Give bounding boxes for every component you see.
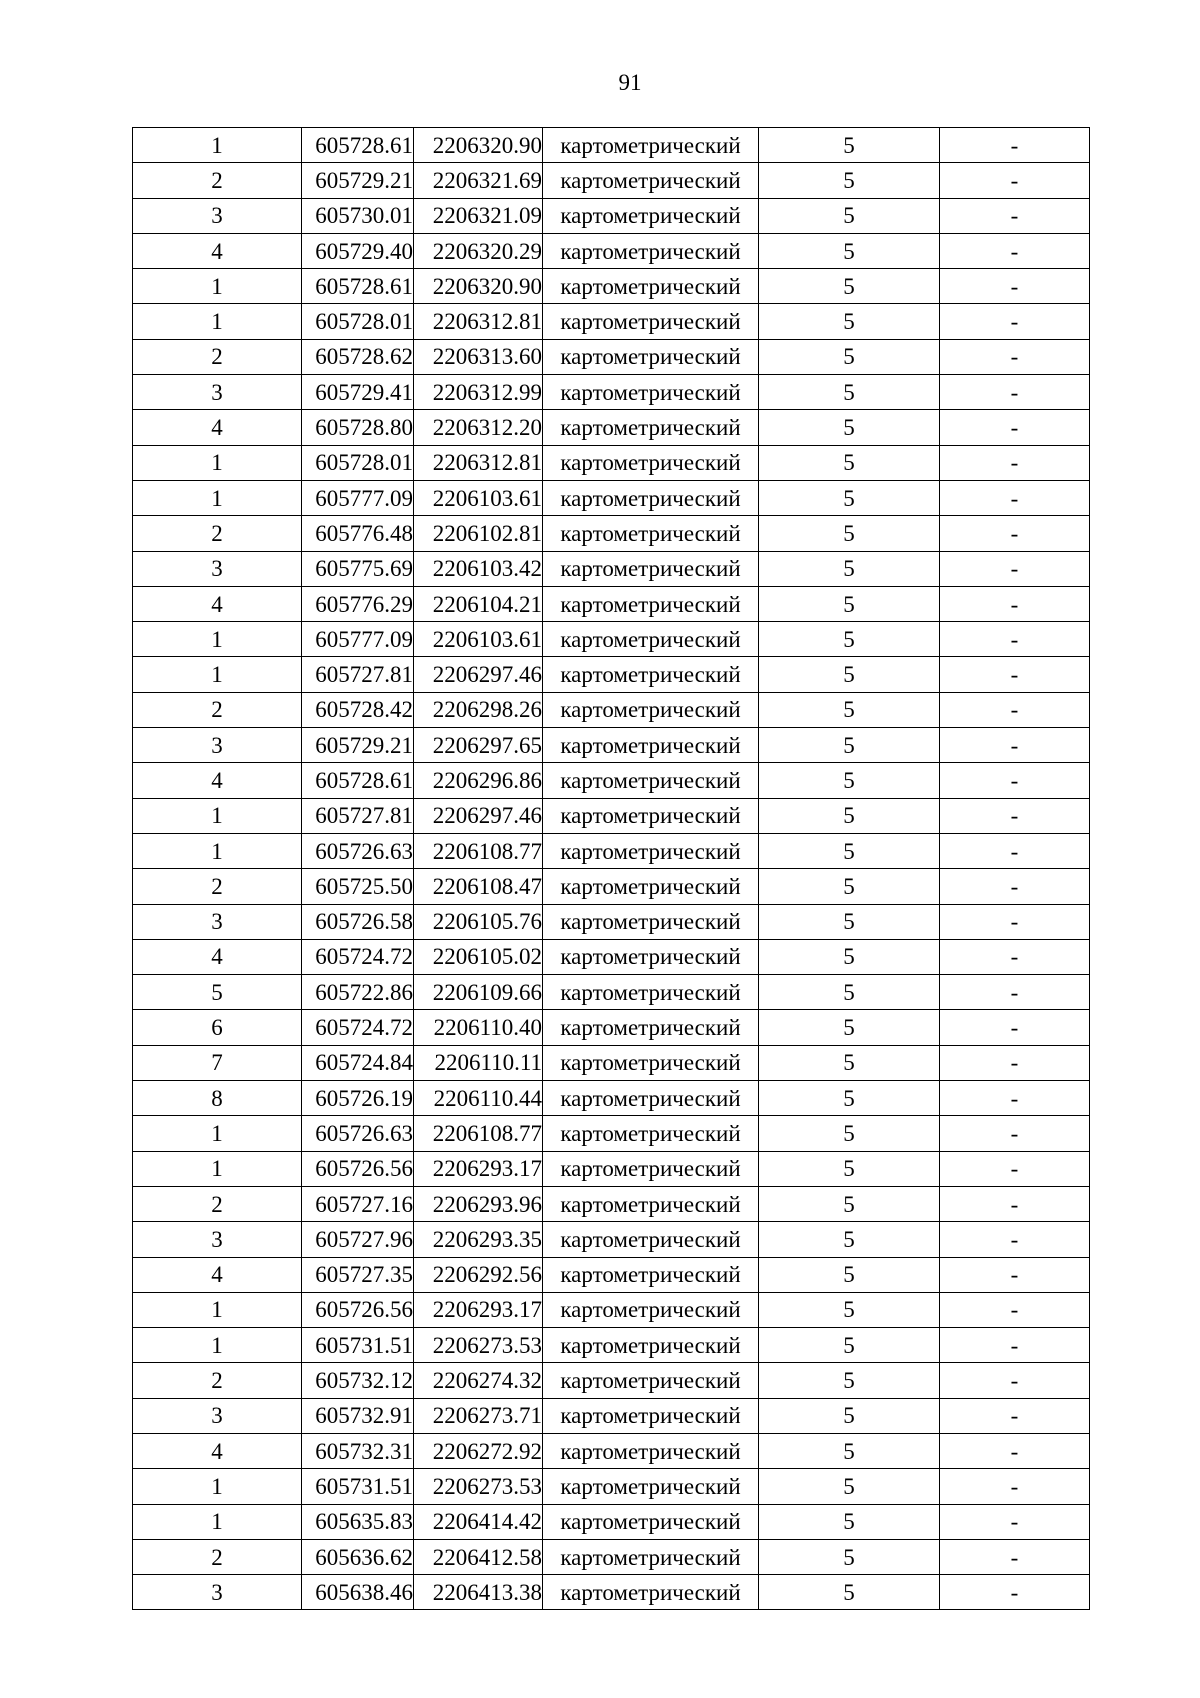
table-row — [133, 1469, 1090, 1504]
table-row — [133, 1292, 1090, 1327]
table-row — [133, 1116, 1090, 1151]
x-coordinate-cell: 605777.09 — [302, 622, 414, 657]
page-number: 91 — [618, 70, 642, 95]
point-number-cell: 4 — [133, 1257, 302, 1292]
method-cell: картометрический — [543, 1010, 759, 1045]
accuracy-cell: 5 — [759, 1081, 940, 1116]
note-cell: - — [940, 1222, 1090, 1257]
x-coordinate-cell: 605638.46 — [302, 1575, 414, 1610]
accuracy-cell: 5 — [759, 1257, 940, 1292]
method-cell: картометрический — [543, 763, 759, 798]
note-cell: - — [940, 410, 1090, 445]
x-coordinate-cell: 605726.19 — [302, 1081, 414, 1116]
x-coordinate-cell: 605729.21 — [302, 728, 414, 763]
point-number-cell: 1 — [133, 304, 302, 339]
y-coordinate-cell: 2206108.77 — [414, 1116, 543, 1151]
accuracy-cell: 5 — [759, 1151, 940, 1186]
method-cell: картометрический — [543, 1186, 759, 1221]
y-coordinate-cell: 2206298.26 — [414, 692, 543, 727]
y-coordinate-cell: 2206293.96 — [414, 1186, 543, 1221]
note-cell: - — [940, 1116, 1090, 1151]
method-cell: картометрический — [543, 445, 759, 480]
point-number-cell: 1 — [133, 833, 302, 868]
x-coordinate-cell: 605726.63 — [302, 833, 414, 868]
x-coordinate-cell: 605727.35 — [302, 1257, 414, 1292]
method-cell: картометрический — [543, 798, 759, 833]
point-number-cell: 6 — [133, 1010, 302, 1045]
point-number-cell: 7 — [133, 1045, 302, 1080]
x-coordinate-cell: 605726.56 — [302, 1151, 414, 1186]
x-coordinate-cell: 605724.72 — [302, 1010, 414, 1045]
y-coordinate-cell: 2206292.56 — [414, 1257, 543, 1292]
note-cell: - — [940, 128, 1090, 163]
point-number-cell: 1 — [133, 1469, 302, 1504]
coordinates-table-body — [133, 128, 1090, 1610]
method-cell: картометрический — [543, 233, 759, 268]
method-cell: картометрический — [543, 480, 759, 515]
table-row — [133, 975, 1090, 1010]
x-coordinate-cell: 605728.01 — [302, 304, 414, 339]
point-number-cell: 3 — [133, 1575, 302, 1610]
table-row — [133, 798, 1090, 833]
table-row — [133, 233, 1090, 268]
point-number-cell: 2 — [133, 1363, 302, 1398]
accuracy-cell: 5 — [759, 657, 940, 692]
note-cell: - — [940, 657, 1090, 692]
y-coordinate-cell: 2206109.66 — [414, 975, 543, 1010]
table-row — [133, 339, 1090, 374]
accuracy-cell: 5 — [759, 1328, 940, 1363]
y-coordinate-cell: 2206110.11 — [414, 1045, 543, 1080]
accuracy-cell: 5 — [759, 763, 940, 798]
accuracy-cell: 5 — [759, 198, 940, 233]
method-cell: картометрический — [543, 339, 759, 374]
x-coordinate-cell: 605732.91 — [302, 1398, 414, 1433]
method-cell: картометрический — [543, 198, 759, 233]
table-row — [133, 1575, 1090, 1610]
table-row — [133, 904, 1090, 939]
x-coordinate-cell: 605729.40 — [302, 233, 414, 268]
table-row — [133, 622, 1090, 657]
method-cell: картометрический — [543, 269, 759, 304]
y-coordinate-cell: 2206108.77 — [414, 833, 543, 868]
point-number-cell: 3 — [133, 1398, 302, 1433]
note-cell: - — [940, 869, 1090, 904]
note-cell: - — [940, 1081, 1090, 1116]
accuracy-cell: 5 — [759, 339, 940, 374]
x-coordinate-cell: 605728.61 — [302, 128, 414, 163]
point-number-cell: 1 — [133, 1292, 302, 1327]
method-cell: картометрический — [543, 128, 759, 163]
y-coordinate-cell: 2206321.09 — [414, 198, 543, 233]
note-cell: - — [940, 1398, 1090, 1433]
table-row — [133, 833, 1090, 868]
accuracy-cell: 5 — [759, 798, 940, 833]
note-cell: - — [940, 1433, 1090, 1468]
method-cell: картометрический — [543, 939, 759, 974]
y-coordinate-cell: 2206312.81 — [414, 445, 543, 480]
x-coordinate-cell: 605731.51 — [302, 1328, 414, 1363]
note-cell: - — [940, 975, 1090, 1010]
x-coordinate-cell: 605730.01 — [302, 198, 414, 233]
y-coordinate-cell: 2206293.17 — [414, 1292, 543, 1327]
point-number-cell: 2 — [133, 339, 302, 374]
x-coordinate-cell: 605776.29 — [302, 586, 414, 621]
method-cell: картометрический — [543, 833, 759, 868]
point-number-cell: 5 — [133, 975, 302, 1010]
method-cell: картометрический — [543, 1257, 759, 1292]
point-number-cell: 8 — [133, 1081, 302, 1116]
accuracy-cell: 5 — [759, 1363, 940, 1398]
point-number-cell: 4 — [133, 939, 302, 974]
method-cell: картометрический — [543, 622, 759, 657]
table-row — [133, 1433, 1090, 1468]
note-cell: - — [940, 233, 1090, 268]
accuracy-cell: 5 — [759, 128, 940, 163]
point-number-cell: 1 — [133, 1151, 302, 1186]
x-coordinate-cell: 605727.81 — [302, 798, 414, 833]
x-coordinate-cell: 605727.81 — [302, 657, 414, 692]
table-row — [133, 551, 1090, 586]
y-coordinate-cell: 2206103.61 — [414, 480, 543, 515]
table-row — [133, 692, 1090, 727]
table-row — [133, 445, 1090, 480]
table-row — [133, 586, 1090, 621]
table-row — [133, 1328, 1090, 1363]
method-cell: картометрический — [543, 692, 759, 727]
point-number-cell: 2 — [133, 692, 302, 727]
method-cell: картометрический — [543, 728, 759, 763]
y-coordinate-cell: 2206412.58 — [414, 1539, 543, 1574]
y-coordinate-cell: 2206105.02 — [414, 939, 543, 974]
method-cell: картометрический — [543, 1398, 759, 1433]
point-number-cell: 1 — [133, 480, 302, 515]
table-row — [133, 657, 1090, 692]
accuracy-cell: 5 — [759, 233, 940, 268]
x-coordinate-cell: 605635.83 — [302, 1504, 414, 1539]
y-coordinate-cell: 2206103.42 — [414, 551, 543, 586]
point-number-cell: 1 — [133, 1116, 302, 1151]
x-coordinate-cell: 605724.84 — [302, 1045, 414, 1080]
y-coordinate-cell: 2206297.65 — [414, 728, 543, 763]
point-number-cell: 2 — [133, 1186, 302, 1221]
y-coordinate-cell: 2206105.76 — [414, 904, 543, 939]
note-cell: - — [940, 692, 1090, 727]
table-row — [133, 375, 1090, 410]
y-coordinate-cell: 2206413.38 — [414, 1575, 543, 1610]
x-coordinate-cell: 605636.62 — [302, 1539, 414, 1574]
note-cell: - — [940, 480, 1090, 515]
note-cell: - — [940, 1257, 1090, 1292]
accuracy-cell: 5 — [759, 1433, 940, 1468]
x-coordinate-cell: 605728.61 — [302, 269, 414, 304]
note-cell: - — [940, 339, 1090, 374]
accuracy-cell: 5 — [759, 1398, 940, 1433]
y-coordinate-cell: 2206108.47 — [414, 869, 543, 904]
note-cell: - — [940, 833, 1090, 868]
accuracy-cell: 5 — [759, 869, 940, 904]
point-number-cell: 3 — [133, 551, 302, 586]
method-cell: картометрический — [543, 1222, 759, 1257]
table-row — [133, 163, 1090, 198]
x-coordinate-cell: 605728.61 — [302, 763, 414, 798]
point-number-cell: 4 — [133, 1433, 302, 1468]
accuracy-cell: 5 — [759, 269, 940, 304]
x-coordinate-cell: 605775.69 — [302, 551, 414, 586]
y-coordinate-cell: 2206320.90 — [414, 128, 543, 163]
table-row — [133, 516, 1090, 551]
table-row — [133, 728, 1090, 763]
accuracy-cell: 5 — [759, 728, 940, 763]
y-coordinate-cell: 2206320.90 — [414, 269, 543, 304]
accuracy-cell: 5 — [759, 1539, 940, 1574]
y-coordinate-cell: 2206320.29 — [414, 233, 543, 268]
method-cell: картометрический — [543, 586, 759, 621]
accuracy-cell: 5 — [759, 586, 940, 621]
y-coordinate-cell: 2206110.44 — [414, 1081, 543, 1116]
accuracy-cell: 5 — [759, 1222, 940, 1257]
accuracy-cell: 5 — [759, 163, 940, 198]
table-row — [133, 1222, 1090, 1257]
table-row — [133, 1151, 1090, 1186]
note-cell: - — [940, 304, 1090, 339]
point-number-cell: 1 — [133, 657, 302, 692]
point-number-cell: 1 — [133, 269, 302, 304]
x-coordinate-cell: 605728.01 — [302, 445, 414, 480]
note-cell: - — [940, 904, 1090, 939]
method-cell: картометрический — [543, 1292, 759, 1327]
x-coordinate-cell: 605722.86 — [302, 975, 414, 1010]
point-number-cell: 4 — [133, 410, 302, 445]
point-number-cell: 4 — [133, 586, 302, 621]
y-coordinate-cell: 2206296.86 — [414, 763, 543, 798]
note-cell: - — [940, 1469, 1090, 1504]
table-row — [133, 410, 1090, 445]
x-coordinate-cell: 605728.62 — [302, 339, 414, 374]
accuracy-cell: 5 — [759, 1010, 940, 1045]
method-cell: картометрический — [543, 1469, 759, 1504]
y-coordinate-cell: 2206293.35 — [414, 1222, 543, 1257]
y-coordinate-cell: 2206312.99 — [414, 375, 543, 410]
accuracy-cell: 5 — [759, 410, 940, 445]
note-cell: - — [940, 622, 1090, 657]
accuracy-cell: 5 — [759, 975, 940, 1010]
table-row — [133, 128, 1090, 163]
table-row — [133, 1045, 1090, 1080]
method-cell: картометрический — [543, 904, 759, 939]
method-cell: картометрический — [543, 516, 759, 551]
accuracy-cell: 5 — [759, 1116, 940, 1151]
note-cell: - — [940, 375, 1090, 410]
accuracy-cell: 5 — [759, 304, 940, 339]
y-coordinate-cell: 2206272.92 — [414, 1433, 543, 1468]
accuracy-cell: 5 — [759, 692, 940, 727]
point-number-cell: 1 — [133, 445, 302, 480]
point-number-cell: 3 — [133, 904, 302, 939]
method-cell: картометрический — [543, 869, 759, 904]
method-cell: картометрический — [543, 304, 759, 339]
note-cell: - — [940, 551, 1090, 586]
x-coordinate-cell: 605727.96 — [302, 1222, 414, 1257]
table-row — [133, 869, 1090, 904]
y-coordinate-cell: 2206102.81 — [414, 516, 543, 551]
x-coordinate-cell: 605727.16 — [302, 1186, 414, 1221]
x-coordinate-cell: 605732.12 — [302, 1363, 414, 1398]
table-row — [133, 198, 1090, 233]
accuracy-cell: 5 — [759, 1469, 940, 1504]
note-cell: - — [940, 1010, 1090, 1045]
note-cell: - — [940, 163, 1090, 198]
accuracy-cell: 5 — [759, 904, 940, 939]
note-cell: - — [940, 1328, 1090, 1363]
x-coordinate-cell: 605728.80 — [302, 410, 414, 445]
note-cell: - — [940, 1504, 1090, 1539]
point-number-cell: 3 — [133, 728, 302, 763]
y-coordinate-cell: 2206104.21 — [414, 586, 543, 621]
method-cell: картометрический — [543, 1504, 759, 1539]
method-cell: картометрический — [543, 1045, 759, 1080]
x-coordinate-cell: 605776.48 — [302, 516, 414, 551]
y-coordinate-cell: 2206273.71 — [414, 1398, 543, 1433]
note-cell: - — [940, 798, 1090, 833]
x-coordinate-cell: 605728.42 — [302, 692, 414, 727]
accuracy-cell: 5 — [759, 833, 940, 868]
accuracy-cell: 5 — [759, 1504, 940, 1539]
x-coordinate-cell: 605726.63 — [302, 1116, 414, 1151]
note-cell: - — [940, 728, 1090, 763]
point-number-cell: 3 — [133, 375, 302, 410]
table-row — [133, 480, 1090, 515]
y-coordinate-cell: 2206312.20 — [414, 410, 543, 445]
accuracy-cell: 5 — [759, 516, 940, 551]
table-row — [133, 1010, 1090, 1045]
accuracy-cell: 5 — [759, 445, 940, 480]
note-cell: - — [940, 445, 1090, 480]
y-coordinate-cell: 2206313.60 — [414, 339, 543, 374]
point-number-cell: 4 — [133, 763, 302, 798]
point-number-cell: 1 — [133, 128, 302, 163]
method-cell: картометрический — [543, 1433, 759, 1468]
x-coordinate-cell: 605729.41 — [302, 375, 414, 410]
y-coordinate-cell: 2206297.46 — [414, 798, 543, 833]
y-coordinate-cell: 2206274.32 — [414, 1363, 543, 1398]
accuracy-cell: 5 — [759, 939, 940, 974]
table-row — [133, 763, 1090, 798]
method-cell: картометрический — [543, 1539, 759, 1574]
note-cell: - — [940, 1363, 1090, 1398]
y-coordinate-cell: 2206110.40 — [414, 1010, 543, 1045]
table-row — [133, 939, 1090, 974]
note-cell: - — [940, 1539, 1090, 1574]
y-coordinate-cell: 2206293.17 — [414, 1151, 543, 1186]
point-number-cell: 1 — [133, 1504, 302, 1539]
note-cell: - — [940, 198, 1090, 233]
table-row — [133, 304, 1090, 339]
accuracy-cell: 5 — [759, 1292, 940, 1327]
x-coordinate-cell: 605726.58 — [302, 904, 414, 939]
y-coordinate-cell: 2206312.81 — [414, 304, 543, 339]
method-cell: картометрический — [543, 657, 759, 692]
accuracy-cell: 5 — [759, 375, 940, 410]
note-cell: - — [940, 269, 1090, 304]
accuracy-cell: 5 — [759, 1186, 940, 1221]
note-cell: - — [940, 1292, 1090, 1327]
point-number-cell: 1 — [133, 798, 302, 833]
x-coordinate-cell: 605731.51 — [302, 1469, 414, 1504]
y-coordinate-cell: 2206103.61 — [414, 622, 543, 657]
method-cell: картометрический — [543, 1328, 759, 1363]
point-number-cell: 3 — [133, 198, 302, 233]
y-coordinate-cell: 2206321.69 — [414, 163, 543, 198]
method-cell: картометрический — [543, 1151, 759, 1186]
x-coordinate-cell: 605724.72 — [302, 939, 414, 974]
x-coordinate-cell: 605729.21 — [302, 163, 414, 198]
method-cell: картометрический — [543, 1081, 759, 1116]
note-cell: - — [940, 1575, 1090, 1610]
note-cell: - — [940, 939, 1090, 974]
point-number-cell: 1 — [133, 622, 302, 657]
accuracy-cell: 5 — [759, 1045, 940, 1080]
method-cell: картометрический — [543, 1363, 759, 1398]
note-cell: - — [940, 763, 1090, 798]
table-row — [133, 1539, 1090, 1574]
table-row — [133, 269, 1090, 304]
table-row — [133, 1504, 1090, 1539]
y-coordinate-cell: 2206273.53 — [414, 1469, 543, 1504]
accuracy-cell: 5 — [759, 1575, 940, 1610]
method-cell: картометрический — [543, 375, 759, 410]
method-cell: картометрический — [543, 163, 759, 198]
point-number-cell: 1 — [133, 1328, 302, 1363]
method-cell: картометрический — [543, 551, 759, 586]
x-coordinate-cell: 605725.50 — [302, 869, 414, 904]
note-cell: - — [940, 516, 1090, 551]
point-number-cell: 2 — [133, 516, 302, 551]
table-row — [133, 1363, 1090, 1398]
y-coordinate-cell: 2206414.42 — [414, 1504, 543, 1539]
table-row — [133, 1398, 1090, 1433]
note-cell: - — [940, 1045, 1090, 1080]
method-cell: картометрический — [543, 410, 759, 445]
accuracy-cell: 5 — [759, 551, 940, 586]
coordinates-table — [132, 127, 1090, 1610]
accuracy-cell: 5 — [759, 480, 940, 515]
y-coordinate-cell: 2206273.53 — [414, 1328, 543, 1363]
table-row — [133, 1081, 1090, 1116]
note-cell: - — [940, 1151, 1090, 1186]
x-coordinate-cell: 605777.09 — [302, 480, 414, 515]
accuracy-cell: 5 — [759, 622, 940, 657]
point-number-cell: 2 — [133, 1539, 302, 1574]
point-number-cell: 2 — [133, 163, 302, 198]
y-coordinate-cell: 2206297.46 — [414, 657, 543, 692]
point-number-cell: 4 — [133, 233, 302, 268]
table-row — [133, 1257, 1090, 1292]
note-cell: - — [940, 1186, 1090, 1221]
method-cell: картометрический — [543, 1116, 759, 1151]
method-cell: картометрический — [543, 975, 759, 1010]
x-coordinate-cell: 605726.56 — [302, 1292, 414, 1327]
note-cell: - — [940, 586, 1090, 621]
point-number-cell: 3 — [133, 1222, 302, 1257]
x-coordinate-cell: 605732.31 — [302, 1433, 414, 1468]
point-number-cell: 2 — [133, 869, 302, 904]
method-cell: картометрический — [543, 1575, 759, 1610]
table-row — [133, 1186, 1090, 1221]
